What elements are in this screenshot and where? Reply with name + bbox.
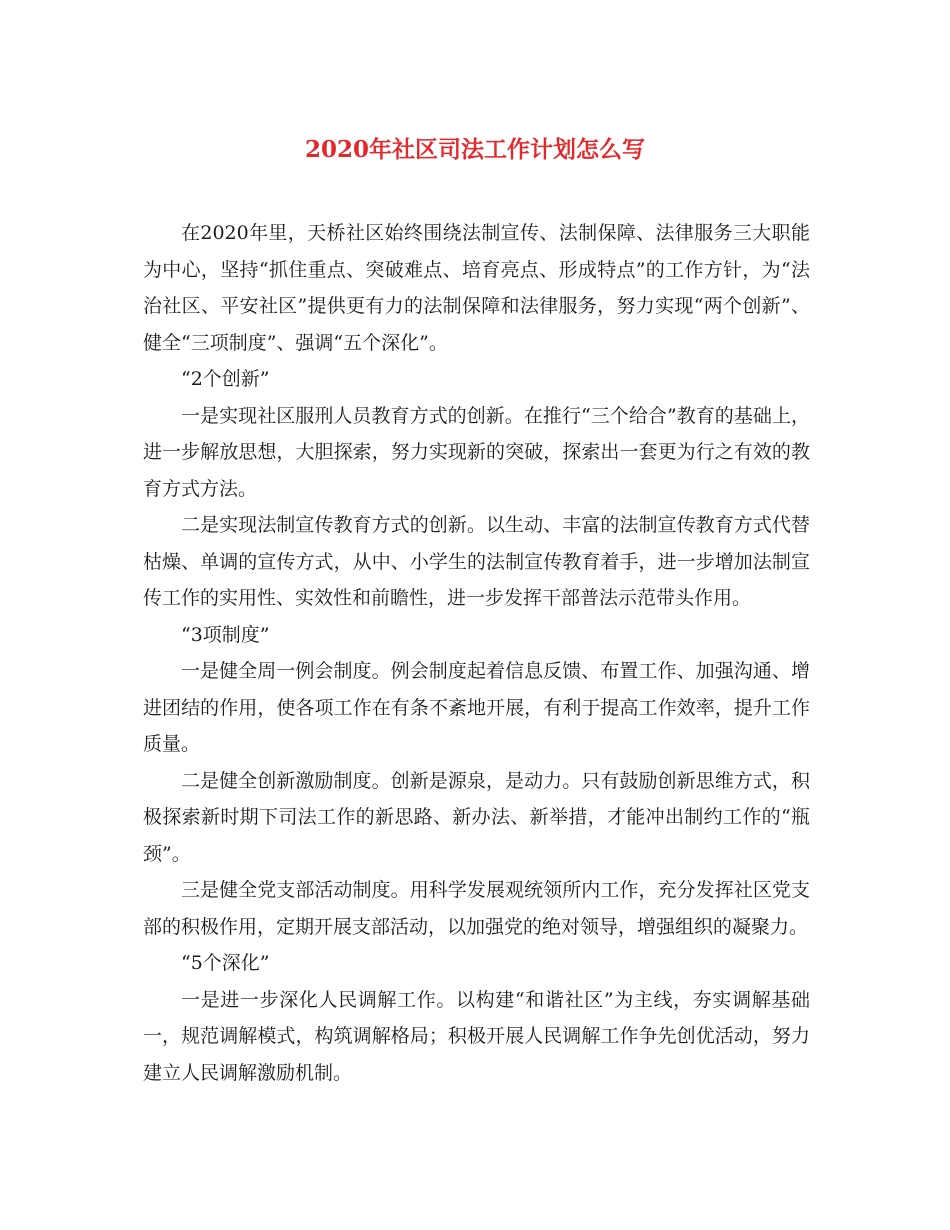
section-heading-three-systems: “3项制度” xyxy=(181,623,270,646)
intro-paragraph: 在2020年里，天桥社区始终围绕法制宣传、法制保障、法律服务三大职能为中心，坚持“抓住重点、突破难点、培育亮点、形成特点”的工作方针，为“法治社区、平安社区”提供更有力的法制保障和法律服务，努力实现“两个创新”、健全“三项制度”、强调“五个深化”。 xyxy=(143,222,810,354)
paragraph: 二是实现法制宣传教育方式的创新。以生动、丰富的法制宣传教育方式代替枯燥、单调的宣传方式，从中、小学生的法制宣传教育着手，进一步增加法制宣传工作的实用性、实效性和前瞻性，进一步发挥干部普法示范带头作用。 xyxy=(143,514,810,609)
document-title: 2020年社区司法工作计划怎么写 xyxy=(304,136,645,163)
section-heading-five-deepenings: “5个深化” xyxy=(181,952,270,974)
paragraph: 一是进一步深化人民调解工作。以构建“和谐社区”为主线，夯实调解基础一，规范调解模式，构筑调解格局；积极开展人民调解工作争先创优活动，努力建立人民调解激励机制。 xyxy=(143,988,810,1084)
document-body xyxy=(143,215,810,1091)
paragraph: 一是健全周一例会制度。例会制度起着信息反馈、布置工作、加强沟通、增进团结的作用，使各项工作在有条不紊地开展，有利于提高工作效率，提升工作质量。 xyxy=(143,660,810,755)
paragraph: 二是健全创新激励制度。创新是源泉，是动力。只有鼓励创新思维方式，积极探索新时期下司法工作的新思路、新办法、新举措，才能冲出制约工作的“瓶颈”。 xyxy=(143,769,810,865)
paragraph: 三是健全党支部活动制度。用科学发展观统领所内工作，充分发挥社区党支部的积极作用，定期开展支部活动，以加强党的绝对领导，增强组织的凝聚力。 xyxy=(143,879,810,938)
paragraph: 一是实现社区服刑人员教育方式的创新。在推行“三个给合”教育的基础上，进一步解放思想，大胆探索，努力实现新的突破，探索出一套更为行之有效的教育方式方法。 xyxy=(143,404,810,500)
section-heading-two-innovations: “2个创新” xyxy=(181,368,270,390)
